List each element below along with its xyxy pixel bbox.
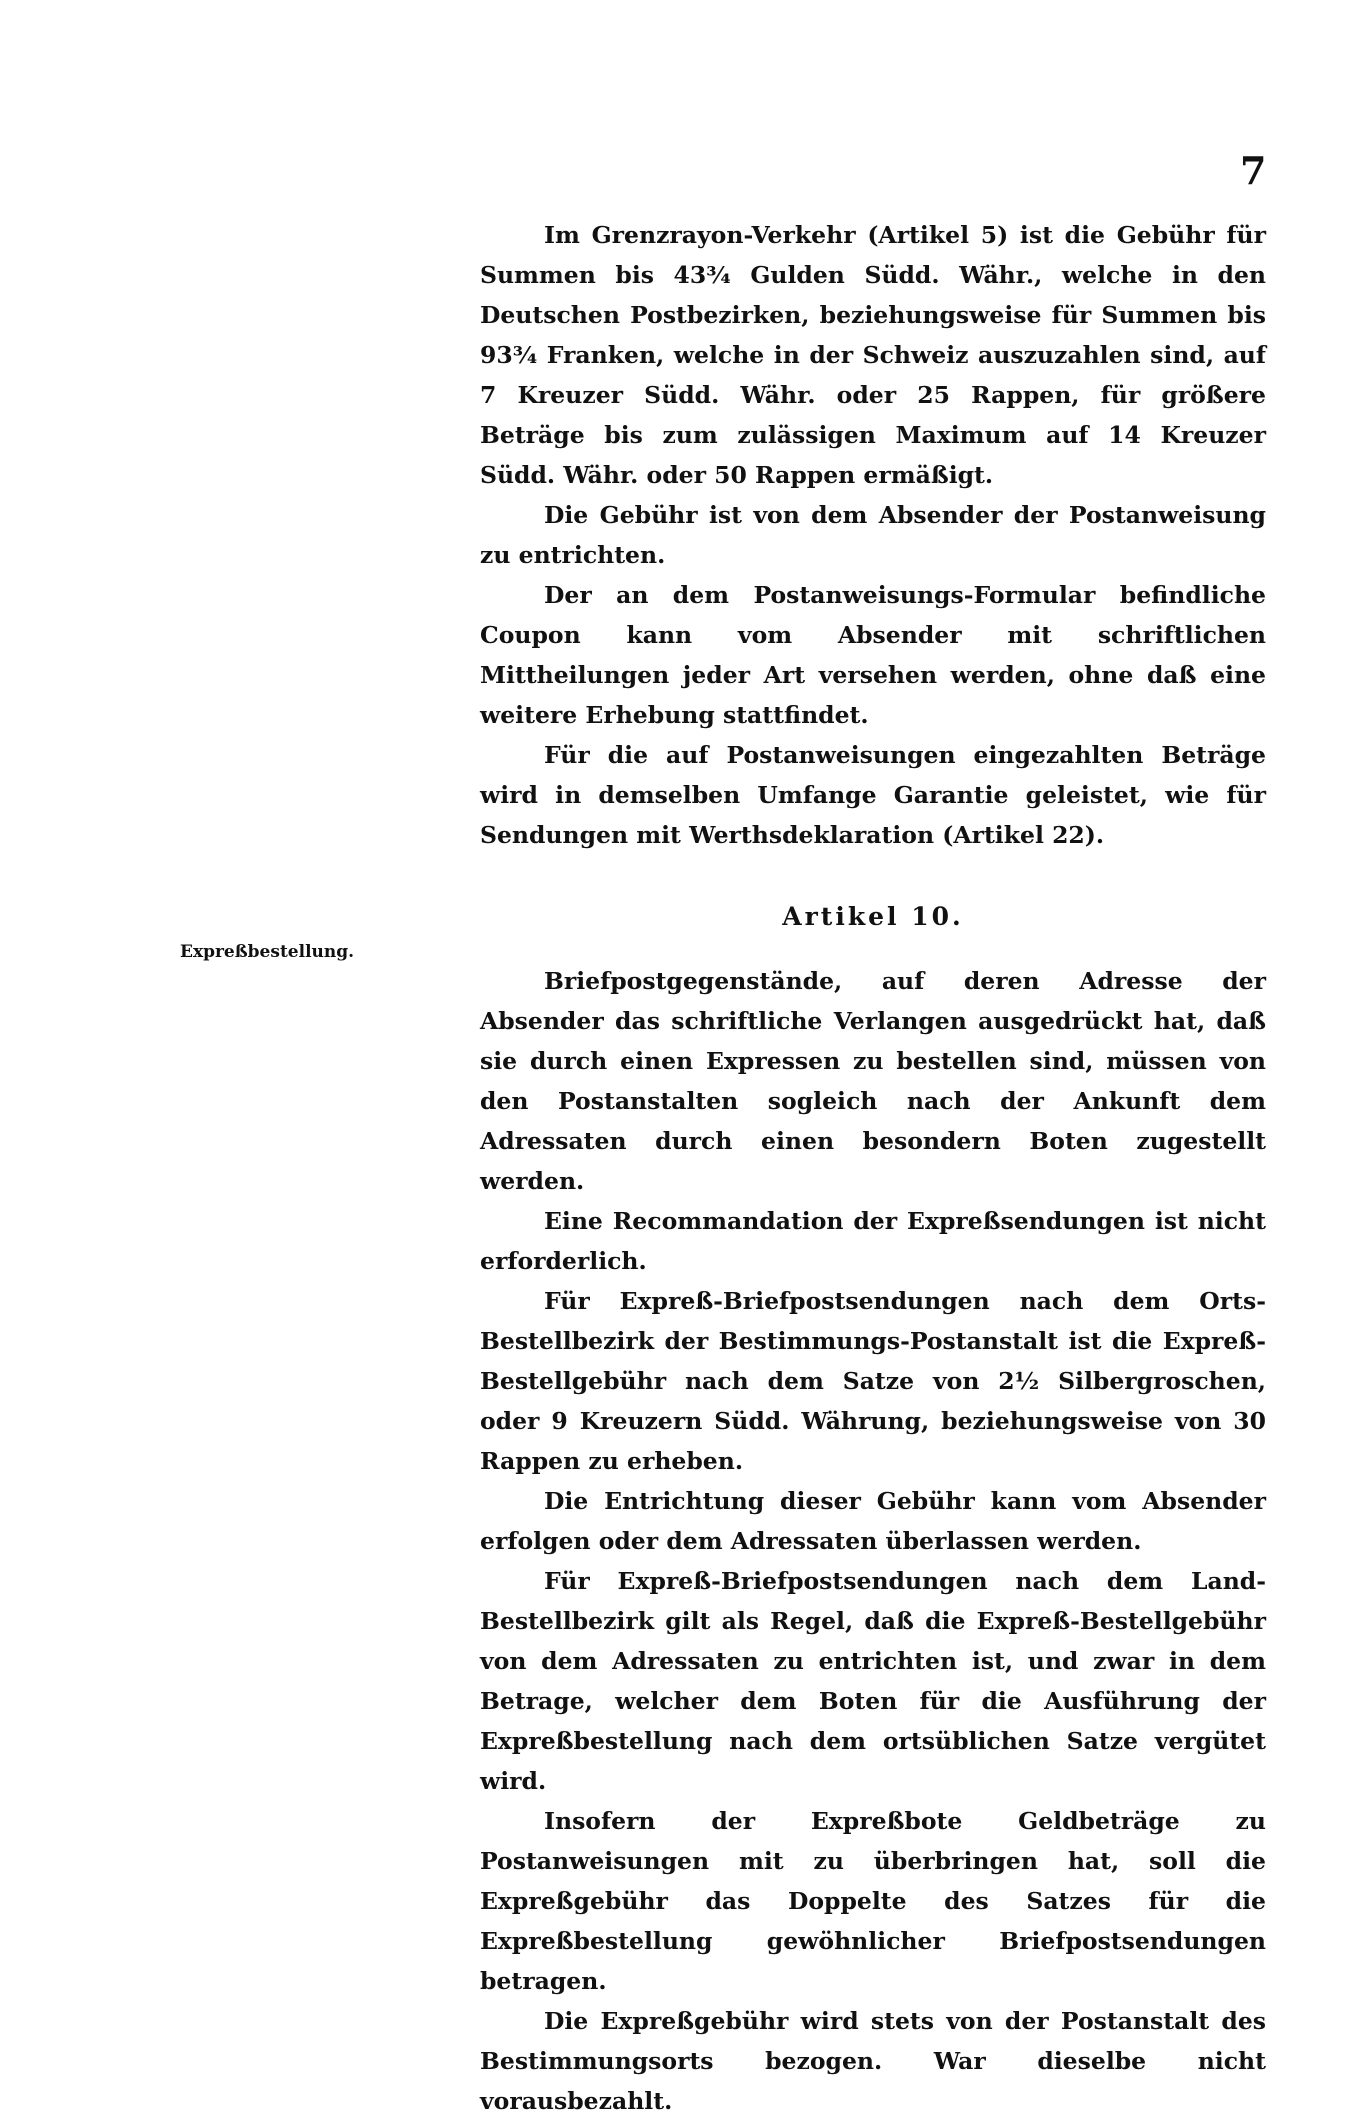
paragraph: Eine Recommandation der Expreßsendungen ist nicht erforderlich. [480, 1207, 1266, 1275]
paragraph: Für die auf Postanweisungen eingezahlten Beträge wird in demselben Umfange Garantie geleistet, wie für Sendungen mit Werthsdeklaration (Artikel 22). [480, 741, 1266, 849]
paragraph: Briefpostgegenstände, auf deren Adresse der Absender das schriftliche Verlangen ausgedrückt hat, daß sie durch einen Expressen zu bestellen sind, müssen von den Postanstalten sogleich nach der Ankunft dem Adressaten durch einen besondern Boten zugestellt werden. [480, 967, 1266, 1195]
paragraph: Für Expreß-Briefpostsendungen nach dem Land-Bestellbezirk gilt als Regel, daß die Expreß-Bestellgebühr von dem Adressaten zu entrichten ist, und zwar in dem Betrage, welcher dem Boten für die Ausführung der Expreßbestellung nach dem ortsüblichen Satze vergütet wird. [480, 1567, 1266, 1795]
paragraph: Die Gebühr ist von dem Absender der Postanweisung zu entrichten. [480, 501, 1266, 569]
paragraph: Insofern der Expreßbote Geldbeträge zu Postanweisungen mit zu überbringen hat, soll die Expreßgebühr das Doppelte des Satzes für die Expreßbestellung gewöhnlicher Briefpostsendungen betragen. [480, 1807, 1266, 1995]
paragraph: Im Grenzrayon-Verkehr (Artikel 5) ist die Gebühr für Summen bis 43¾ Gulden Südd. Währ., welche in den Deutschen Postbezirken, beziehungsweise für Summen bis 93¾ Franken, welche in der Schweiz auszuzahlen sind, auf 7 Kreuzer Südd. Währ. oder 25 Rappen, für größere Beträge bis zum zulässigen Maximum auf 14 Kreuzer Südd. Währ. oder 50 Rappen ermäßigt. [480, 221, 1266, 489]
page-number: 7 [1240, 148, 1267, 193]
paragraph: Der an dem Postanweisungs-Formular befindliche Coupon kann vom Absender mit schriftlichen Mittheilungen jeder Art versehen werden, ohne daß eine weitere Erhebung stattfindet. [480, 581, 1266, 729]
article-heading: Artikel 10. [782, 902, 964, 931]
paragraph: Die Expreßgebühr wird stets von der Postanstalt des Bestimmungsorts bezogen. War dieselbe nicht vorausbezahlt. [480, 2007, 1266, 2115]
body-text [480, 215, 1266, 2121]
paragraph: Für Expreß-Briefpostsendungen nach dem Orts-Bestellbezirk der Bestimmungs-Postanstalt ist die Expreß-Bestellgebühr nach dem Satze von 2½ Silbergroschen, oder 9 Kreuzern Südd. Währung, beziehungsweise von 30 Rappen zu erheben. [480, 1287, 1266, 1475]
margin-note: Expreßbestellung. [180, 942, 355, 962]
paragraph: Die Entrichtung dieser Gebühr kann vom Absender erfolgen oder dem Adressaten überlassen werden. [480, 1487, 1266, 1555]
